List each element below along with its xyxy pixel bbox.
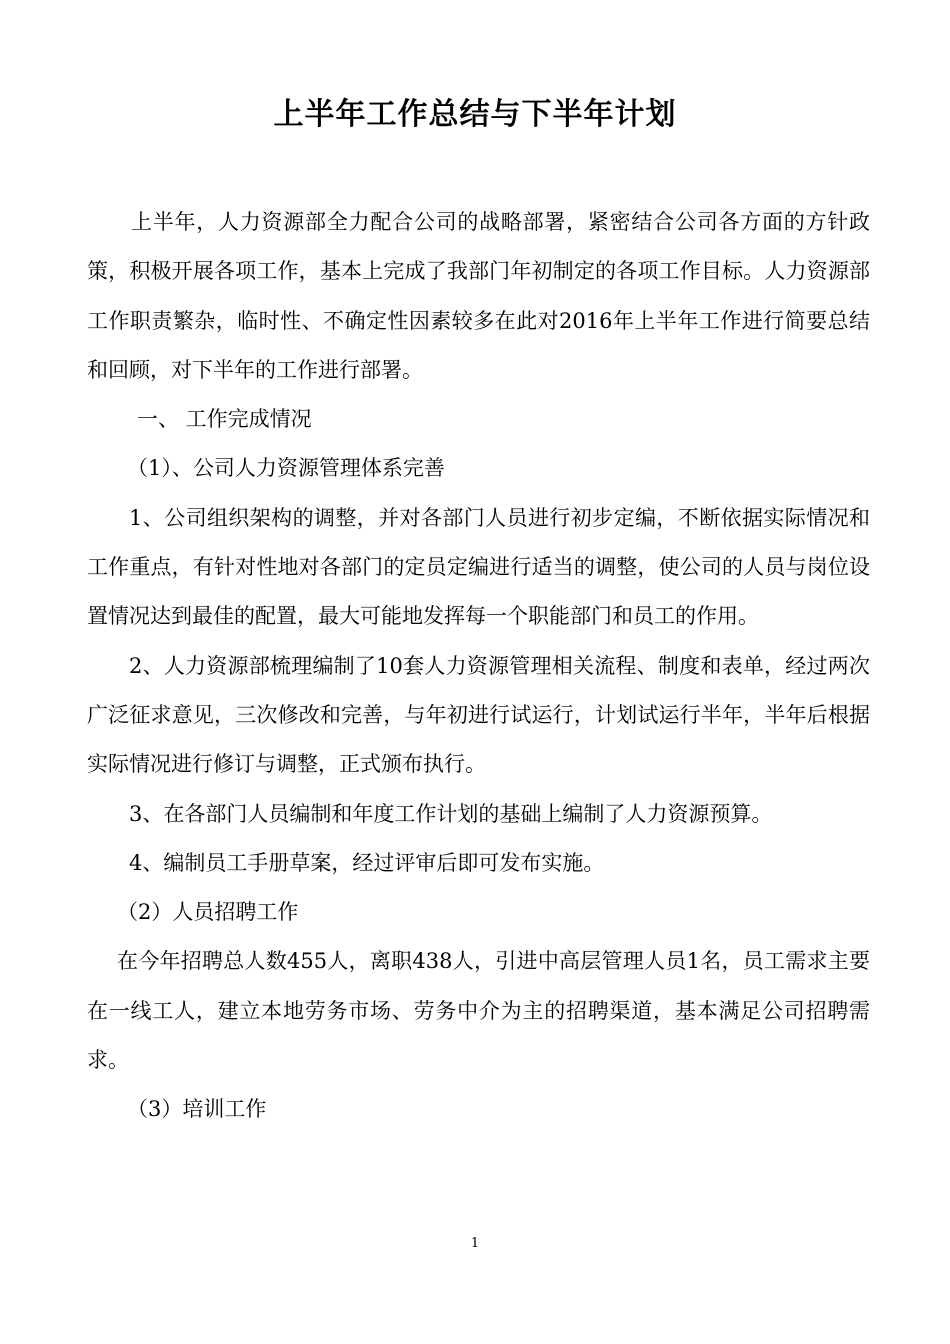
item-processes: 2、人力资源部梳理编制了10套人力资源管理相关流程、制度和表单，经过两次广泛征求意见，三次修改和完善，与年初进行试运行，计划试运行半年，半年后根据实际情况进行修订与调整，正式颁布执行。 — [87, 653, 870, 777]
page-number: 1 — [470, 1236, 480, 1251]
item-budget: 3、在各部门人员编制和年度工作计划的基础上编制了人力资源预算。 — [129, 801, 773, 826]
section-heading-work-status: 一、 工作完成情况 — [137, 407, 312, 432]
subsection-hr-system: （1）、公司人力资源管理体系完善 — [127, 456, 445, 481]
item-org-structure: 1、公司组织架构的调整，并对各部门人员进行初步定编，不断依据实际情况和工作重点，有针对性地对各部门的定员定编进行适当的调整，使公司的人员与岗位设置情况达到最佳的配置，最大可能地发挥每一个职能部门和员工的作用。 — [87, 505, 870, 629]
item-handbook: 4、编制员工手册草案，经过评审后即可发布实施。 — [129, 850, 605, 875]
document-body — [87, 198, 870, 1135]
subsection-training: （3）培训工作 — [127, 1097, 267, 1122]
intro-paragraph: 上半年，人力资源部全力配合公司的战略部署，紧密结合公司各方面的方针政策，积极开展各项工作，基本上完成了我部门年初制定的各项工作目标。人力资源部工作职责繁杂，临时性、不确定性因素较多在此对2016年上半年工作进行简要总结和回顾，对下半年的工作进行部署。 — [87, 210, 870, 382]
document-title: 上半年工作总结与下半年计划 — [273, 97, 677, 132]
subsection-recruitment: （2）人员招聘工作 — [117, 900, 299, 925]
recruitment-paragraph: 在今年招聘总人数455人，离职438人，引进中高层管理人员1名，员工需求主要在一线工人，建立本地劳务市场、劳务中介为主的招聘渠道，基本满足公司招聘需求。 — [87, 949, 870, 1073]
